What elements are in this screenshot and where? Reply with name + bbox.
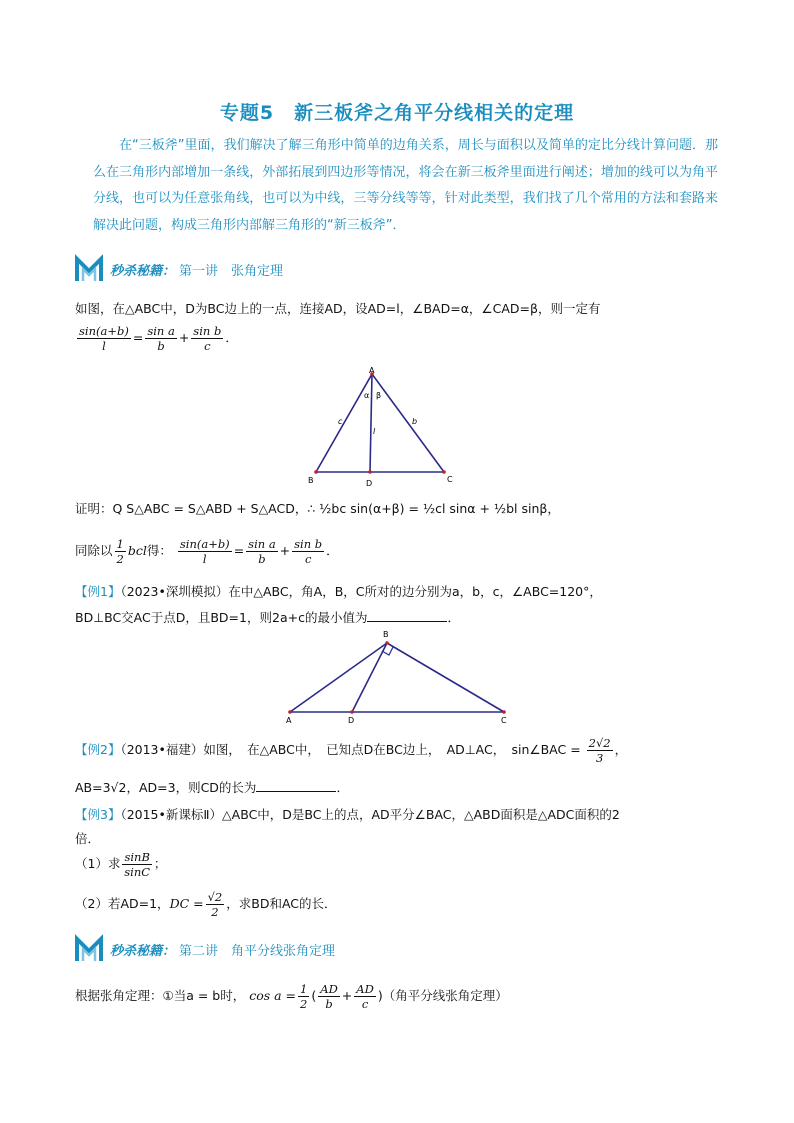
page-title: 专题5 新三板斧之角平分线相关的定理 [219,102,575,124]
fig1-label-a: A [369,366,375,375]
m-logo-icon [74,254,104,284]
intro-paragraph: 在“三板斧”里面，我们解决了解三角形中简单的边角关系，周长与面积以及简单的定比分线计算问题．那么在三角形内部增加一条线，外部拓展到四边形等情况，将会在新三板斧里面进行阐述；增加的线可以为角平分线，也可以为任意张角线，也可以为中线，三等分线等等，针对此类型，我们找了几个常用的方法和套路来解决此问题，构成三角形内部解三角形的“新三板斧”． [93,138,718,233]
example-3-q2: （2）若AD=1，DC = $\frac{√2}{2}$ ，求BD和AC的长． [75,890,337,919]
proof-line-1: 证明：Q S△ABC = S△ABD + S△ACD，∴ ½bc sin(α+β) = ½cl sinα + ½bl sinβ， [75,501,560,516]
proof-line-2: 同除以 $\frac{1}{2}$ bcl得： $\frac{\sin(a+b)}{l}$ = $\frac{\text{sin a}}{b}$ + $\frac{\text{sin b}}{c}$ ． [75,537,339,566]
s1-formula: $\frac{\sin(a+b)}{l}$ = $\frac{\text{sin a}}{b}$ + $\frac{\text{sin b}}{c}$ ． [79,324,238,353]
section1-tag: 秒杀秘籍： [110,263,176,279]
s2-formula: 根据张角定理：①当a = b时， cos a = $\frac{1}{2}$ ( $\frac{AD}{b}$ + $\frac{AD}{c}$ )（角平分线张角定理） [75,982,508,1011]
answer-blank [367,609,447,622]
example-2: 【例2】（2013•福建）如图， 在△ABC中， 已知点D在BC边上， AD⊥AC， sin∠BAC = $\frac{2√2}{3}$ ， [75,736,628,765]
section1-heading: 第一讲 张角定理 [179,263,284,279]
m-logo-icon [74,934,104,964]
fig1-label-c: C [447,475,453,484]
example-3-line2: 倍． [75,831,101,846]
section2-heading: 第二讲 角平分线张角定理 [179,943,336,959]
fig1-label-alpha: α [364,391,370,400]
triangle-figure-2 [280,628,520,728]
fig1-label-side-c: c [338,417,343,426]
answer-blank [256,779,336,792]
fig1-label-d: D [366,479,373,488]
example-3-q1: （1）求 $\frac{\sin B}{\sin C}$ ； [75,850,167,879]
example-2-line2: AB=3√2，AD=3，则CD的长为 ． [75,780,349,795]
fig2-label-d: D [348,716,355,725]
section2-header [74,934,335,964]
section1-header [74,254,283,284]
fig1-label-b: B [308,476,314,485]
example-1: 【例1】（2023•深圳模拟）在中△ABC，角A，B，C所对的边分别为a，b，c，∠ABC=120°， [75,584,602,599]
fig1-label-beta: β [376,391,382,400]
s1-text: 如图，在△ABC中，D为BC边上的一点，连接AD，设AD=l，∠BAD=α，∠CAD=β，则一定有 [75,301,601,316]
section2-tag: 秒杀秘籍： [110,943,176,959]
fig2-label-a: A [286,716,292,725]
example-3: 【例3】（2015•新课标Ⅱ）△ABC中，D是BC上的点，AD平分∠BAC，△ABD面积是△ADC面积的2 [75,807,620,822]
formula-lhs: $\frac{\sin(a+b)}{l}$ [79,324,129,353]
fig2-label-b: B [383,630,389,639]
fig1-label-l: l [373,427,376,436]
fig1-label-side-b: b [412,417,418,426]
fig2-label-c: C [501,716,507,725]
example-1-line2: BD⊥BC交AC于点D，且BD=1，则2a+c的最小值为 ． [75,610,460,625]
triangle-figure-1 [300,366,470,490]
